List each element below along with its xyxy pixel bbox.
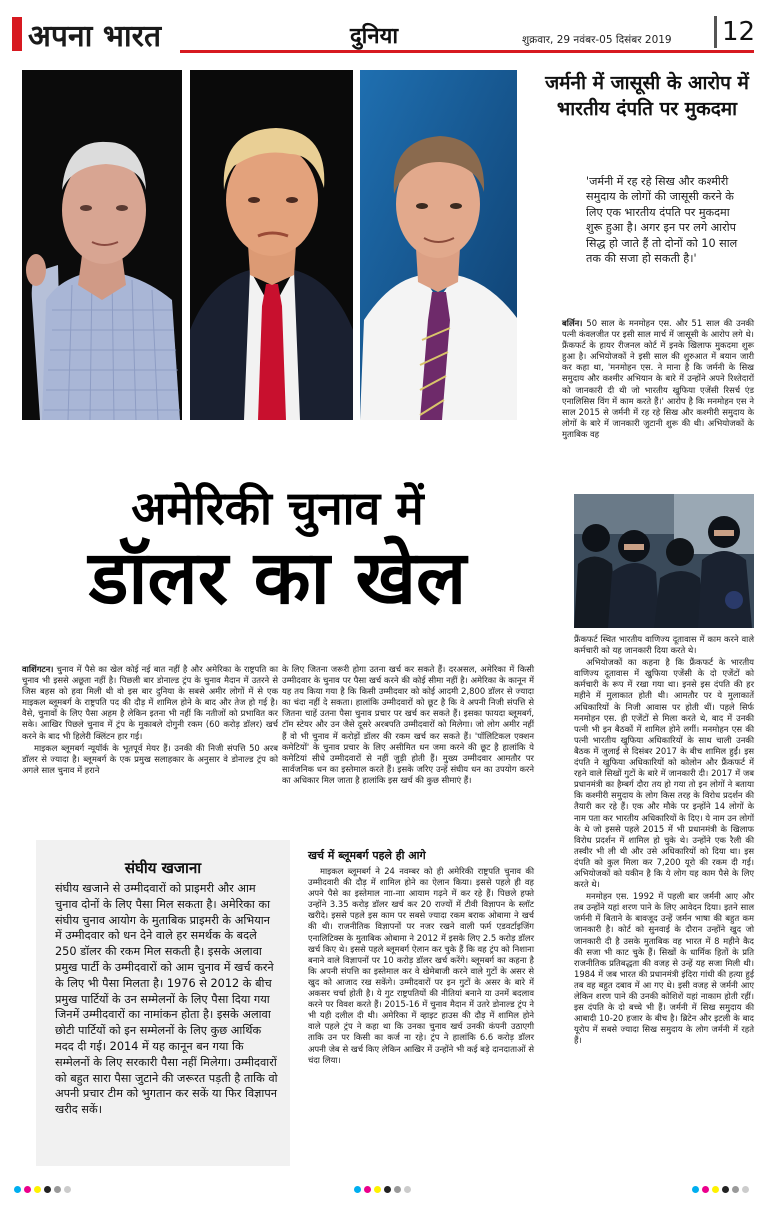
section-title: दुनिया — [350, 24, 399, 49]
paragraph: मनमोहन एस. 1992 में पहली बार जर्मनी आए और तब उन्होंने यहां शरण पाने के लिए आवेदन दिया। इतने साल जर्मनी में बिताने के बावजूद उन्हें जर्मन भाषा की बहुत कम जानकारी है। कोर्ट को सुनवाई के दौरान उन्होंने खुद जो जानकारी दी है उसके मुताबिक वह भारत में 8 महीने कैद की सजा भी काट चुके हैं। सिखों के धार्मिक हितों के प्रति राजनीतिक प्रतिबद्धता की वजह से उन्हें यह सजा मिली थी। 1984 में जब भारत की प्रधानमंत्री इंदिरा गांधी की हत्या हुई तब वह बहुत दबाव में आ गए थे। इसी वजह से जर्मनी आए लेकिन शरण पाने की उनकी कोशिशें यहां नाकाम होती रहीं। इस दंपति के दो बच्चे भी हैं। जर्मनी में सिख समुदाय की आबादी 10-20 हजार के बीच है। ब्रिटेन और इटली के बाद यूरोप में सबसे ज्यादा सिख समुदाय के लोग जर्मनी में रहते हैं। — [574, 891, 754, 1046]
sidebar-quote: 'जर्मनी में रह रहे सिख और कश्मीरी समुदाय के लोगों की जासूसी करने के लिए एक भारतीय दंपति पर मुकदमा शुरू हुआ है। अगर इन पर लगे आरोप सिद्ध हो जाते हैं तो दोनों को 10 साल तक की सजा हो सकती है।' — [586, 175, 738, 266]
issue-date: शुक्रवार, 29 नवंबर-05 दिसंबर 2019 — [522, 34, 672, 46]
photo-police-officers — [574, 494, 754, 628]
paragraph: वाशिंगटन। चुनाव में पैसे का खेल कोई नई बात नहीं है और अमेरिका के राष्ट्रपति का चुनाव भी इससे अछूता नहीं है। पिछली बार डोनाल्ड ट्रंप के चुनाव मैदान में उतरने से जिस बहस को हवा मिली थी वो इस बार दुनिया के सबसे अमीर लोगों में से एक माइकल ब्लूमबर्ग के राष्ट्रपति पद की दौड़ में शामिल होने के बाद और तेज हो गई है। वैसे, चुनावों के लिए पैसा अहम है लेकिन इतना भी नहीं कि नतीजों को प्रभावित कर सके। आखिर पिछले चुनाव में ट्रंप के मुकाबले दोगुनी रकम (60 करोड़ डॉलर) खर्च करने के बाद भी हिलेरी क्लिंटन हार गई। — [22, 664, 278, 741]
page-number: 12 — [722, 17, 756, 47]
info-box-title: संघीय खजाना — [124, 859, 202, 877]
paragraph: के लिए जितना जरूरी होगा उतना खर्च कर सकते हैं। दरअसल, अमेरिका में किसी उम्मीदवार के चुनाव पर पैसा खर्च करने की कोई सीमा नहीं है। अमेरिका के कानून में यह तय किया गया है कि किसी उम्मीदवार को कोई आदमी 2,800 डॉलर से ज्यादा का चंदा नहीं दे सकता। हालांकि उम्मीदवारों को छूट है कि वे अपनी निजी संपत्ति से जितना चाहें उतना पैसा चुनाव प्रचार पर खर्च कर सकते हैं। इसका फायदा ब्लूमबर्ग, टॉम स्टेयर और उन जैसे दूसरे अरबपति उम्मीदवारों को मिलेगा। जो लोग अमीर नहीं हैं वो भी चुनाव में करोड़ों डॉलर की रकम खर्च कर सकते हैं। 'पॉलिटिकल एक्शन कमेटियों' के चुनाव प्रचार के लिए असीमित धन जमा करने की छूट है हालांकि ये कमेटियां सीधे उम्मीदवारों से नहीं जुड़ी होती हैं। मुख्य उम्मीदवार आमतौर पर सार्वजनिक धन का इस्तेमाल करते हैं। इसके जरिए उन्हें संघीय धन का उपयोग करने का अधिकार मिल जाता है हालांकि इस खर्च की कुछ सीमाएं हैं। — [282, 664, 534, 785]
paragraph: फ्रैंकफर्ट स्थित भारतीय वाणिज्य दूतावास में काम करने वाले कर्मचारी को यह जानकारी दिया करते थे। — [574, 634, 754, 656]
paragraph: बर्लिन। 50 साल के मनमोहन एस. और 51 साल की उनकी पत्नी कंवलजीत पर इसी साल मार्च में जासूसी के आरोप लगे थे। फ्रैंकफर्ट के हायर रीजनल कोर्ट में इनके खिलाफ मुकदमा शुरू हुआ है। अभियोजकों ने इसी साल की शुरुआत में बयान जारी कर कहा था, 'मनमोहन एस. ने माना है कि जर्मनी के सिख समुदाय और कश्मीर अभियान के बारे में उन्होंने अपने रिश्तेदारों को जानकारी दी थी जो भारतीय खुफिया एजेंसी रिसर्च एंड एनालिसिस विंग में काम करते हैं।' आरोप है कि मनमोहन एस ने साल 2015 से जर्मनी में रह रहे सिख और कश्मीरी समुदाय के लोगों के बारे में जानकारी जुटानी शुरू की थी। अभियोजकों के मुताबिक वह — [562, 318, 754, 439]
paragraph: माइकल ब्लूमबर्ग ने 24 नवम्बर को ही अमेरिकी राष्ट्रपति चुनाव की उम्मीदवारी की दौड़ में शामिल होने का ऐलान किया। इससे पहले ही वह अपने पैसे का इस्तेमाल नाा-नाा आयाम गढ़ने में कर रहे हैं। पिछले हफ्ते उन्होंने 3.35 करोड़ डॉलर खर्च कर 20 राज्यों में टीवी विज्ञापन के स्लॉट खरीदे। इससे पहले इस काम पर सबसे ज्यादा रकम बराक ओबामा ने खर्च की थी। राजनीतिक विज्ञापनों पर नजर रखने वाली फर्म एडवर्टाइजिंग एनालिटिक्स के मुताबिक ओबामा ने 2012 में इसके लिए 2.5 करोड़ डॉलर खर्च किए थे। इससे पहले ब्लूमबर्ग ऐलान कर चुके हैं कि वह ट्रंप को निशाना बनाने वाले विज्ञापनों पर 10 करोड़ डॉलर खर्च करेंगे। ब्लूमबर्ग का कहना है कि अपनी संपत्ति का इस्तेमाल कर वे खेमेबाजी करने वाले गुटों के असर से खुद को आजाद रख सकेंगे। उम्मीदवारों पर इन गुटों के असर के बारे में अकसर चर्चा होती है। ये गुट राष्ट्रपतियों की नीतियां बनाने या उनमें बदलाव करने पर विवश करते हैं। 2015-16 में चुनाव मैदान में उतरे डोनाल्ड ट्रंप ने भी यही दलील दी थी। अमेरिका में व्हाइट हाउस की दौड़ में शामिल होने वाले पहले ट्रंप ने कहा था कि उनका चुनाव खर्च उनकी कंपनी उठाएगी ताकि उन पर किसी का कर्ज ना रहे। ट्रंप ने हालांकि 6.6 करोड़ डॉलर अपनी जेब से खर्च किए लेकिन आखिर में उन्होंने भी कई बड़े दानदाताओं से चंदा लिया। — [308, 866, 534, 1065]
main-article-col2 — [282, 664, 534, 844]
photo-donald-trump — [190, 70, 353, 420]
sub-headline: खर्च में ब्लूमबर्ग पहले ही आगे — [308, 849, 426, 862]
main-headline-line2: डॉलर का खेल — [88, 535, 467, 621]
info-box-text: संघीय खजाने से उम्मीदवारों को प्राइमरी और आम चुनाव दोनों के लिए पैसा मिल सकता है। अमेरिका का संघीय चुनाव आयोग के मुताबिक प्राइमरी के अभियान में उम्मीदवार को धन देने वाले हर समर्थक के बदले 250 डॉलर की रकम मिल सकती है। इसके अलावा प्रमुख पार्टी के उम्मीदवारों को आम चुनाव में खर्च करने के लिए भी पैसा मिलता है। 1976 से 2012 के बीच प्रमुख पार्टियों के उन सम्मेलनों के लिए पैसा दिया गया जिनमें उम्मीदवारों का नामांकन होता है। इसके अलावा छोटी पार्टियों को इन सम्मेलनों के लिए कुछ आर्थिक मदद दी गई। 2014 में यह कानून बन गया कि सम्मेलनों के लिए सरकारी पैसा नहीं मिलेगा। उम्मीदवारों को बहुत सारा पैसा जुटाने की जरूरत पड़ती है ताकि वो अपनी प्रचार टीम को भुगतान कर सकें या फिर विज्ञापन खरीद सकें। — [55, 882, 278, 1117]
paragraph: अभियोजकों का कहना है कि फ्रैंकफर्ट के भारतीय वाणिज्य दूतावास में खुफिया एजेंसी के दो एजेंटों को कर्मचारी के रूप में रखा गया था। इनसे इस दंपति की हर महीने में मुलाकात होती थी। आमतौर पर ये मुलाकातें अधिकारियों के निजी आवास पर होती थीं। पहले सिर्फ मनमोहन एस. ही एजेंटों से मिला करते थे, बाद में उनकी पत्नी भी इन बैठकों में शामिल होने लगीं। मनमोहन एस की पत्नी भारतीय खुफिया अधिकारियों के साथ चाली उनकी बैठक में जुलाई से दिसंबर 2017 के बीच शामिल हुईं। इस दंपति ने खुफिया अधिकारियों को कोलोन और फ्रैंकफर्ट में रहने वाले सिखों गुटों के बारे में जानकारी दी। 2017 में जब प्रधानमंत्री का हैम्बर्ग दौरा तय हो गया तो इन लोगों ने बताया कि कश्मीरी समुदाय के लोग किस तरह के विरोध प्रदर्शन की तैयारी कर रहे हैं। एक और मौके पर इन्होंने 14 लोगों के नाम पता कर भारतीय अधिकारियों के दिए। ये नाम उन लोगों के थे जो इससे पहले 2015 में भी प्रधानमंत्री के खिलाफ विरोध प्रदर्शन में शामिल हो चुके थे। उन्होंने एक रैली की तस्वीर भी ली थी और उसे अधिकारियों को दिया था। इस दंपति को कुल मिला कर 7,200 यूरो की रकम दी गई। अभियोजकों को यकीन है कि ये लोग यह काम पैसे के लिए करते थे। — [574, 657, 754, 890]
masthead-red-block — [12, 17, 22, 51]
sidebar-text-top — [562, 318, 754, 486]
photo-tom-steyer — [360, 70, 517, 420]
main-headline-line1: अमेरिकी चुनाव में — [131, 481, 424, 535]
registration-marks-left — [14, 1186, 71, 1193]
masthead-rule — [180, 50, 754, 53]
paragraph: माइकल ब्लूमबर्ग न्यूयॉर्क के भूतपूर्व मेयर हैं। उनकी की निजी संपत्ति 50 अरब डॉलर से ज्यादा है। ब्लूमबर्ग के एक प्रमुख सलाहकार के अनुसार वे डोनाल्ड ट्रंप को अगले साल चुनाव में हराने — [22, 742, 278, 775]
page-number-divider — [714, 16, 717, 48]
sidebar-text-bottom — [574, 634, 754, 1166]
paper-name: अपना भारत — [28, 19, 162, 54]
registration-marks-center — [354, 1186, 411, 1193]
registration-marks-right — [692, 1186, 749, 1193]
photo-michael-bloomberg — [22, 70, 182, 420]
sidebar-headline: जर्मनी में जासूसी के आरोप में भारतीय दंपति पर मुकदमा — [545, 72, 749, 120]
main-article-col3 — [308, 866, 534, 1166]
main-article-col1 — [22, 664, 278, 824]
